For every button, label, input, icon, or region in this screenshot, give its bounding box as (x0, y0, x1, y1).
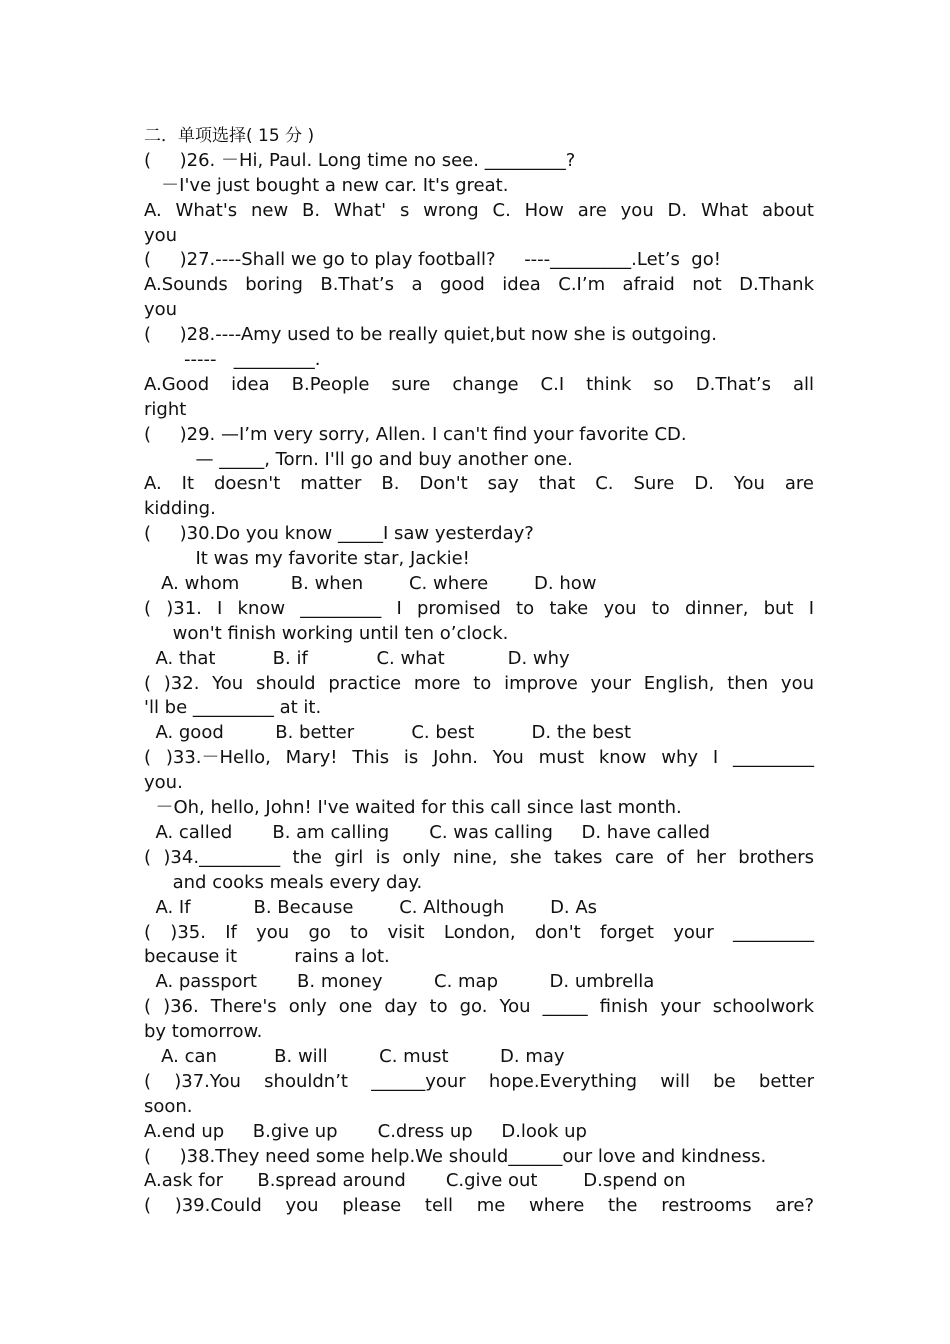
question-36-line: ( )36. There's only one day to go. You _____ finish your schoolwork (144, 996, 814, 1018)
question-29-options: A. It doesn't matter B. Don't say that C. Sure D. You are (144, 473, 814, 495)
question-31-line: ( )31. I know _________ I promised to take you to dinner, but I (144, 597, 814, 619)
question-31-options: A. that B. if C. what D. why (144, 647, 570, 669)
question-34-options: A. If B. Because C. Although D. As (144, 896, 598, 918)
question-28-options: right (144, 398, 187, 420)
question-35-line: ( )35. If you go to visit London, don't forget your _________ (144, 921, 814, 943)
question-30-options: A. whom B. when C. where D. how (144, 573, 597, 595)
question-26-line: －I've just bought a new car. It's great. (144, 174, 509, 196)
question-27-options: A.Sounds boring B.That’s a good idea C.I’m afraid not D.Thank (144, 274, 814, 296)
question-28-options: A.Good idea B.People sure change C.I think so D.That’s all (144, 373, 814, 395)
question-32-line: 'll be _________ at it. (144, 697, 322, 719)
question-28-line: ( )28.----Amy used to be really quiet,but now she is outgoing. (144, 324, 717, 346)
question-37-options: A.end up B.give up C.dress up D.look up (144, 1120, 587, 1142)
question-36-line: by tomorrow. (144, 1021, 263, 1043)
question-26-options: you (144, 224, 178, 246)
question-31-line: won't finish working until ten o’clock. (144, 622, 509, 644)
question-29-options: kidding. (144, 498, 216, 520)
question-27-line: ( )27.----Shall we go to play football? ----_________.Let’s go! (144, 249, 721, 271)
question-26-options: A. What's new B. What' s wrong C. How are you D. What about (144, 199, 814, 221)
question-35-options: A. passport B. money C. map D. umbrella (144, 971, 655, 993)
question-37-line: ( )37.You shouldn’t ______your hope.Everything will be better (144, 1070, 814, 1092)
question-33-options: A. called B. am calling C. was calling D. have called (144, 821, 711, 843)
question-35-line: because it rains a lot. (144, 946, 390, 968)
exam-page (144, 124, 814, 1219)
question-37-line: soon. (144, 1095, 193, 1117)
question-29-line: — _____, Torn. I'll go and buy another one. (144, 448, 573, 470)
question-33-line: －Oh, hello, John! I've waited for this call since last month. (144, 797, 682, 819)
question-26-line: ( )26. －Hi, Paul. Long time no see. _________? (144, 149, 576, 171)
question-29-line: ( )29. —I’m very sorry, Allen. I can't find your favorite CD. (144, 423, 687, 445)
question-38-options: A.ask for B.spread around C.give out D.spend on (144, 1170, 686, 1192)
question-30-line: ( )30.Do you know _____I saw yesterday? (144, 523, 534, 545)
question-27-options: you (144, 299, 178, 321)
question-32-line: ( )32. You should practice more to improve your English, then you (144, 672, 814, 694)
question-28-line: ----- _________. (144, 349, 321, 371)
question-39-line: ( )39.Could you please tell me where the restrooms are? (144, 1195, 814, 1217)
question-33-line: you. (144, 772, 183, 794)
question-32-options: A. good B. better C. best D. the best (144, 722, 632, 744)
question-34-line: ( )34._________ the girl is only nine, she takes care of her brothers (144, 846, 814, 868)
question-34-line: and cooks meals every day. (144, 871, 423, 893)
question-33-line: ( )33.－Hello, Mary! This is John. You must know why I _________ (144, 747, 814, 769)
question-30-line: It was my favorite star, Jackie! (144, 548, 470, 570)
question-36-options: A. can B. will C. must D. may (144, 1045, 565, 1067)
section-title: 二．单项选择( 15 分 ) (144, 126, 315, 146)
question-38-line: ( )38.They need some help.We should______our love and kindness. (144, 1145, 767, 1167)
